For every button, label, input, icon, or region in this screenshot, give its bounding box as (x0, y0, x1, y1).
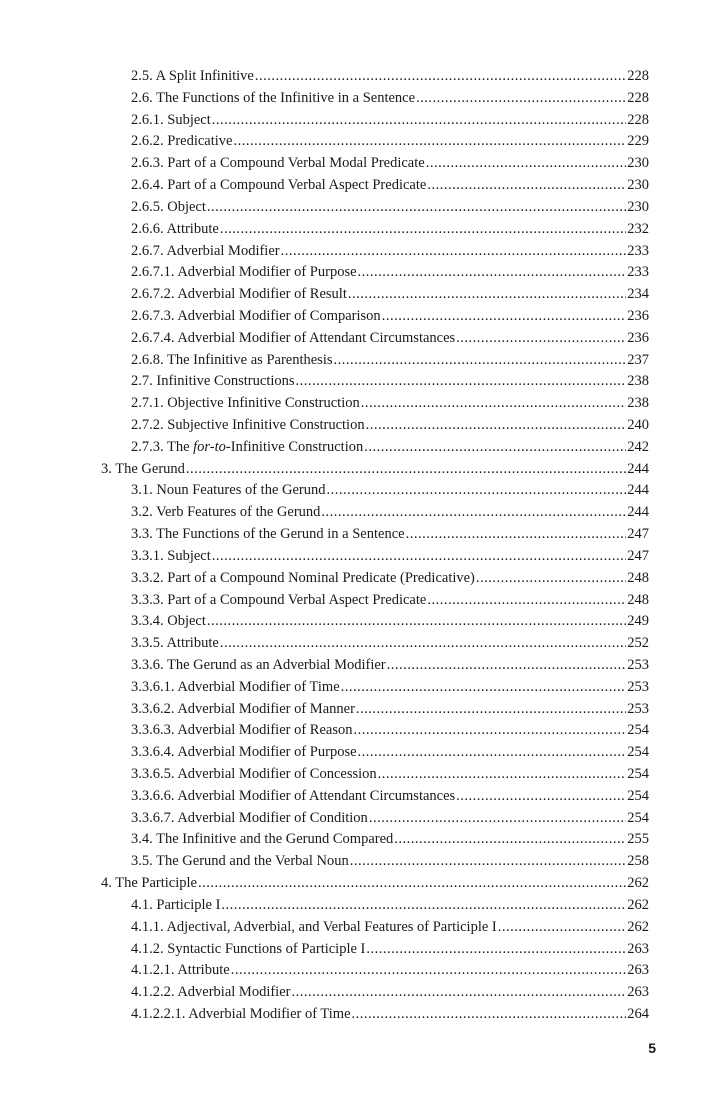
toc-entry (131, 808, 649, 830)
toc-entry (131, 524, 649, 546)
toc-entry (131, 829, 649, 851)
toc-entry (131, 960, 649, 982)
toc-entry-page: 253 (627, 700, 649, 717)
toc-entry-title: 2.5. A Split Infinitive (131, 68, 254, 84)
toc-entry-title: 2.6.7.1. Adverbial Modifier of Purpose (131, 264, 357, 281)
toc-entry-page: 228 (627, 111, 649, 128)
toc-entry (101, 873, 649, 895)
toc-entry (131, 480, 649, 502)
toc-entry-page: 262 (627, 918, 649, 935)
toc-entry (131, 306, 649, 328)
toc-entry-page: 254 (627, 809, 649, 826)
toc-entry (131, 197, 649, 219)
toc-entry-title: 3.4. The Infinitive and the Gerund Compared (131, 831, 394, 848)
toc-entry-title: 3.3.6. The Gerund as an Adverbial Modifier (131, 656, 386, 673)
toc-dot-leader (207, 197, 626, 219)
toc-entry-page: 242 (627, 438, 649, 455)
toc-entry-page: 240 (627, 417, 649, 433)
toc-dot-leader (255, 66, 626, 88)
toc-entry (131, 371, 649, 393)
toc-dot-leader (186, 459, 626, 481)
toc-dot-leader (394, 829, 626, 851)
toc-entry (131, 917, 649, 939)
toc-entry-title: 2.6.5. Object (131, 198, 206, 215)
toc-entry-title: 2.7. Infinitive Constructions (131, 373, 295, 390)
toc-entry (131, 786, 649, 808)
toc-entry-title: 3.3.6.1. Adverbial Modifier of Time (131, 678, 340, 695)
toc-dot-leader (341, 677, 627, 699)
toc-dot-leader (327, 480, 627, 502)
toc-entry-page: 244 (627, 504, 649, 521)
toc-entry-title (131, 437, 364, 459)
toc-entry (131, 284, 649, 306)
toc-entry-page: 244 (627, 460, 649, 477)
toc-entry-title: 3.3.6.5. Adverbial Modifier of Concession (131, 766, 377, 782)
toc-dot-leader (427, 175, 626, 197)
toc-dot-leader (354, 720, 627, 742)
toc-entry-title: 3.3.2. Part of a Compound Nominal Predicate (Predicative) (131, 569, 475, 586)
toc-dot-leader (221, 895, 626, 917)
toc-dot-leader (281, 241, 627, 263)
toc-entry-page: 254 (627, 787, 649, 804)
toc-entry (131, 66, 649, 88)
toc-dot-leader (369, 808, 626, 830)
toc-entry-page: 262 (627, 896, 649, 913)
toc-entry-title: 2.6.7.2. Adverbial Modifier of Result (131, 286, 347, 303)
toc-entry (131, 393, 649, 415)
toc-entry-title: 3.3. The Functions of the Gerund in a Sentence (131, 526, 405, 543)
toc-entry-page: 230 (627, 198, 649, 215)
toc-entry (131, 590, 649, 612)
toc-entry (131, 153, 649, 175)
toc-entry-page: 249 (627, 613, 649, 630)
toc-entry-title: 3.5. The Gerund and the Verbal Noun (131, 853, 349, 870)
toc-entry-title: 2.7.1. Objective Infinitive Construction (131, 395, 360, 412)
toc-entry-page: 233 (627, 264, 649, 281)
toc-dot-leader (321, 502, 626, 524)
toc-entry-page: 253 (627, 656, 649, 673)
toc-entry-title: 3.3.6.7. Adverbial Modifier of Condition (131, 809, 368, 826)
toc-entry-title: 2.6.8. The Infinitive as Parenthesis (131, 351, 333, 368)
table-of-contents (0, 66, 726, 1026)
toc-entry-title: 3.3.4. Object (131, 613, 206, 630)
toc-entry-title: 3.3.3. Part of a Compound Verbal Aspect Predicate (131, 591, 427, 608)
toc-entry-page: 248 (627, 569, 649, 586)
toc-entry-title: 4.1.1. Adjectival, Adverbial, and Verbal Features of Participle I (131, 918, 497, 935)
toc-entry-page: 229 (627, 133, 649, 150)
toc-entry-page: 253 (627, 678, 649, 695)
toc-dot-leader (212, 546, 627, 568)
toc-entry (131, 677, 649, 699)
toc-dot-leader (387, 655, 627, 677)
toc-dot-leader (406, 524, 627, 546)
toc-entry-page: 230 (627, 155, 649, 172)
toc-dot-leader (291, 982, 626, 1004)
toc-entry-page: 238 (627, 395, 649, 412)
toc-entry (131, 568, 649, 590)
toc-entry-page: 228 (627, 89, 649, 106)
toc-entry-page: 238 (627, 373, 649, 390)
toc-entry (131, 415, 649, 437)
toc-entry (131, 219, 649, 241)
toc-entry-page: 254 (627, 722, 649, 739)
toc-entry (131, 895, 649, 917)
toc-dot-leader (476, 568, 626, 590)
toc-entry-title: 3.3.6.3. Adverbial Modifier of Reason (131, 722, 353, 739)
toc-dot-leader (366, 415, 627, 437)
toc-dot-leader (378, 764, 627, 786)
toc-dot-leader (358, 742, 627, 764)
toc-entry-page: 236 (627, 307, 649, 324)
toc-entry-page: 252 (627, 635, 649, 652)
toc-entry-title: 4. The Participle (101, 875, 197, 892)
toc-entry (131, 633, 649, 655)
toc-dot-leader (220, 219, 626, 241)
toc-entry-title: 4.1. Participle I (131, 896, 221, 913)
toc-entry-page: 228 (627, 68, 649, 84)
toc-dot-leader (356, 699, 626, 721)
toc-entry-title: 2.6.4. Part of a Compound Verbal Aspect Predicate (131, 177, 427, 194)
toc-entry (131, 939, 649, 961)
toc-entry-page: 244 (627, 482, 649, 499)
toc-dot-leader (334, 350, 627, 372)
toc-entry-title-part: -Infinitive Construction (225, 438, 364, 455)
toc-entry (131, 742, 649, 764)
toc-entry-title: 4.1.2.1. Attribute (131, 962, 230, 979)
toc-entry (131, 699, 649, 721)
toc-dot-leader (361, 393, 627, 415)
toc-entry (131, 262, 649, 284)
toc-entry (101, 459, 649, 481)
toc-dot-leader (348, 284, 626, 306)
toc-entry-title: 2.6.3. Part of a Compound Verbal Modal Predicate (131, 155, 425, 172)
toc-entry-page: 263 (627, 984, 649, 1001)
toc-entry (131, 110, 649, 132)
toc-dot-leader (426, 153, 627, 175)
toc-entry-title: 2.6.2. Predicative (131, 133, 233, 150)
toc-entry-page: 233 (627, 242, 649, 259)
toc-dot-leader (350, 851, 627, 873)
toc-entry-title: 4.1.2.2.1. Adverbial Modifier of Time (131, 1005, 351, 1022)
toc-entry-page: 254 (627, 744, 649, 761)
toc-dot-leader (231, 960, 627, 982)
toc-dot-leader (358, 262, 627, 284)
toc-entry-page: 248 (627, 591, 649, 608)
toc-entry-page: 247 (627, 547, 649, 564)
toc-entry (131, 1004, 649, 1026)
toc-entry-title: 2.7.2. Subjective Infinitive Construction (131, 417, 365, 433)
toc-dot-leader (198, 873, 626, 895)
toc-entry (131, 546, 649, 568)
toc-entry-page: 262 (627, 875, 649, 892)
toc-dot-leader (416, 88, 626, 110)
toc-entry-title: 3.3.6.2. Adverbial Modifier of Manner (131, 700, 355, 717)
toc-entry-title: 2.6.7.3. Adverbial Modifier of Comparison (131, 307, 381, 324)
toc-dot-leader (456, 328, 626, 350)
toc-entry-title-italic: for-to (193, 438, 226, 455)
toc-entry (131, 764, 649, 786)
toc-dot-leader (366, 939, 626, 961)
toc-entry (131, 131, 649, 153)
toc-entry-title: 3.3.5. Attribute (131, 635, 219, 652)
toc-entry (131, 175, 649, 197)
toc-dot-leader (456, 786, 626, 808)
toc-dot-leader (498, 917, 626, 939)
toc-entry-page: 263 (627, 940, 649, 957)
toc-entry-title-part: 2.7.3. The (131, 438, 194, 455)
toc-dot-leader (296, 371, 627, 393)
toc-entry (131, 655, 649, 677)
toc-dot-leader (364, 437, 626, 459)
toc-entry (131, 611, 649, 633)
toc-entry-title: 4.1.2. Syntactic Functions of Participle I (131, 940, 366, 957)
toc-entry-page: 232 (627, 220, 649, 237)
toc-entry-page: 234 (627, 286, 649, 303)
toc-entry-page: 230 (627, 177, 649, 194)
toc-entry-title: 2.6.6. Attribute (131, 220, 219, 237)
toc-dot-leader (352, 1004, 627, 1026)
toc-dot-leader (233, 131, 626, 153)
toc-entry-page: 236 (627, 329, 649, 346)
toc-dot-leader (427, 590, 626, 612)
toc-entry-title: 3.1. Noun Features of the Gerund (131, 482, 326, 499)
toc-entry (131, 982, 649, 1004)
toc-dot-leader (220, 633, 626, 655)
toc-entry (131, 88, 649, 110)
toc-entry (131, 720, 649, 742)
toc-entry-page: 263 (627, 962, 649, 979)
toc-entry (131, 350, 649, 372)
toc-entry-title: 3.3.6.4. Adverbial Modifier of Purpose (131, 744, 357, 761)
toc-entry-page: 258 (627, 853, 649, 870)
toc-dot-leader (382, 306, 627, 328)
toc-entry-title: 2.6. The Functions of the Infinitive in a Sentence (131, 89, 416, 106)
toc-entry-title: 2.6.1. Subject (131, 111, 211, 128)
toc-entry (131, 851, 649, 873)
toc-entry-title: 3.3.6.6. Adverbial Modifier of Attendant Circumstances (131, 787, 456, 804)
toc-entry (131, 241, 649, 263)
toc-entry-page: 247 (627, 526, 649, 543)
toc-entry-page: 254 (627, 766, 649, 782)
toc-entry-page: 264 (627, 1005, 649, 1022)
toc-dot-leader (212, 110, 627, 132)
toc-entry-title: 4.1.2.2. Adverbial Modifier (131, 984, 291, 1001)
toc-dot-leader (207, 611, 626, 633)
toc-entry-title: 2.6.7.4. Adverbial Modifier of Attendant Circumstances (131, 329, 456, 346)
toc-entry-title: 2.6.7. Adverbial Modifier (131, 242, 280, 259)
toc-entry (131, 437, 649, 459)
toc-entry (131, 328, 649, 350)
toc-entry-title: 3.3.1. Subject (131, 547, 211, 564)
toc-entry-title: 3.2. Verb Features of the Gerund (131, 504, 321, 521)
toc-entry-page: 255 (627, 831, 649, 848)
toc-entry-page: 237 (627, 351, 649, 368)
toc-entry (131, 502, 649, 524)
toc-entry-title: 3. The Gerund (101, 460, 185, 477)
page-number: 5 (648, 1040, 656, 1056)
